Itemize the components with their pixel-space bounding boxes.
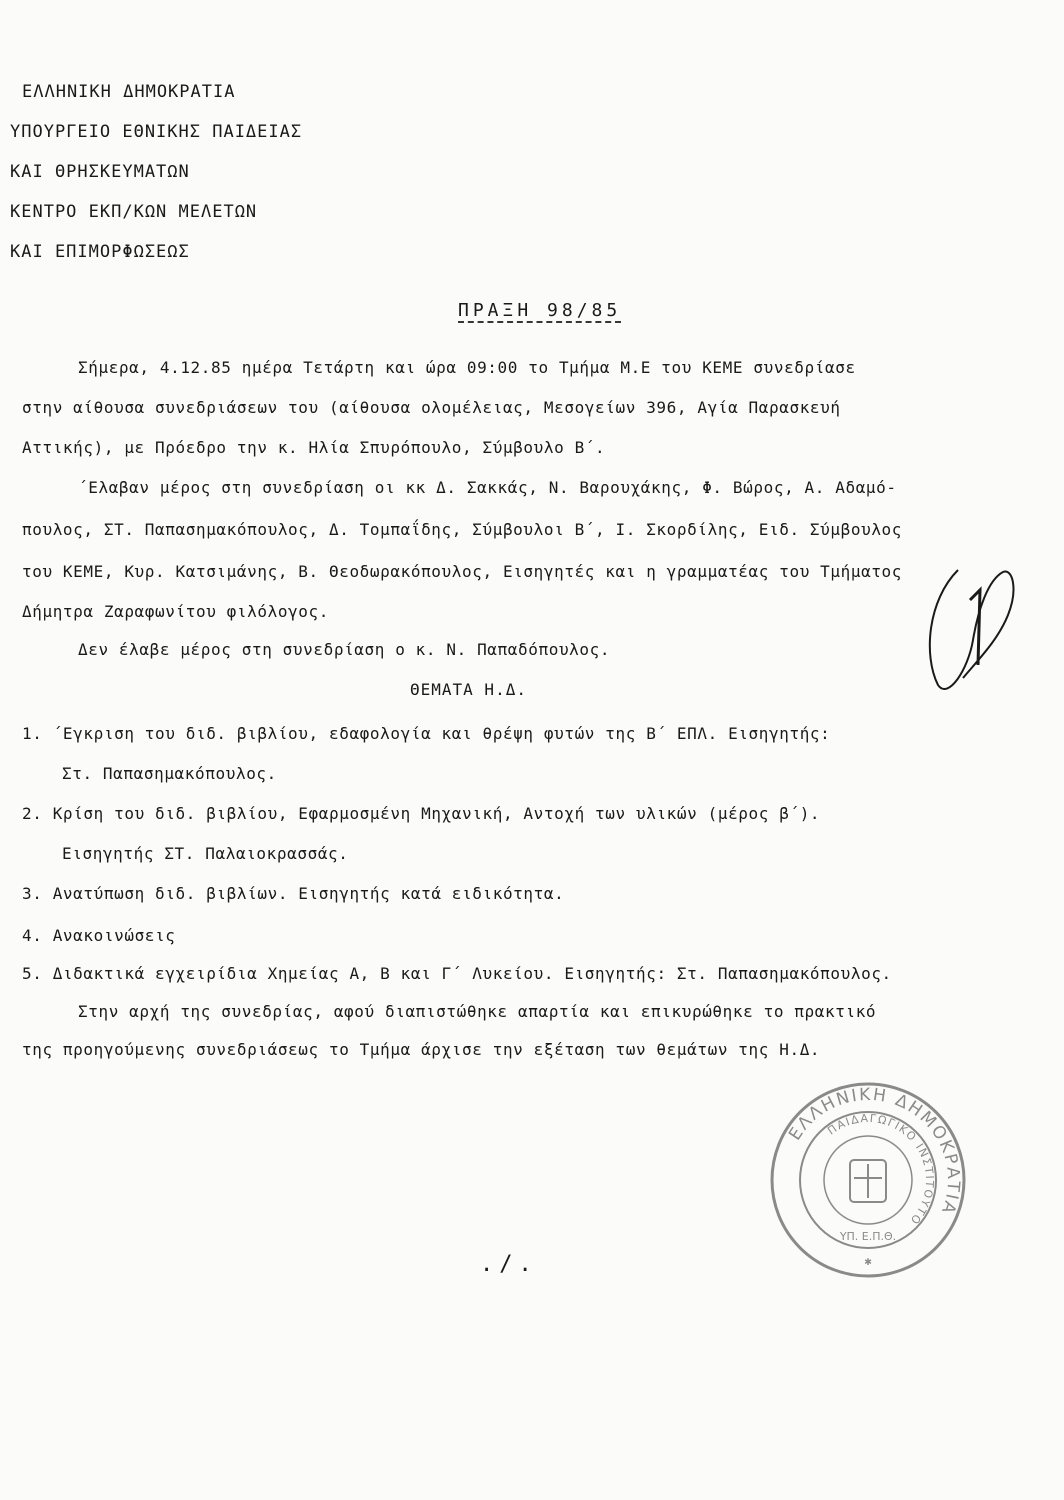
agenda-item-2-cont: Εισηγητής ΣΤ. Παλαιοκρασσάς.: [62, 844, 349, 863]
document-title: ΠΡΑΞΗ 98/85: [458, 300, 622, 321]
attendees-line-4: Δήμητρα Ζαραφωνίτου φιλόλογος.: [22, 602, 329, 621]
agenda-item-1: [22, 724, 830, 743]
attendees-line-1: ΄Ελαβαν μέρος στη συνεδρίαση οι κκ Δ. Σακκάς, Ν. Βαρουχάκης, Φ. Βώρος, Α. Αδαμό-: [78, 478, 897, 497]
intro-line-1: Σήμερα, 4.12.85 ημέρα Τετάρτη και ώρα 09:00 το Τμήμα Μ.Ε του ΚΕΜΕ συνεδρίασε: [78, 358, 856, 377]
continuation-mark: ./.: [480, 1252, 538, 1277]
official-seal-stamp: [768, 1080, 968, 1280]
intro-line-2: στην αίθουσα συνεδριάσεων του (αίθουσα ολομέλειας, Μεσογείων 396, Αγία Παρασκευή: [22, 398, 841, 417]
signature-mark: [918, 560, 1028, 700]
agenda-item-3: [22, 884, 564, 903]
seal-bottom-text: ΥΠ. Ε.Π.Θ.: [839, 1230, 897, 1243]
closing-line-2: της προηγούμενης συνεδριάσεως το Τμήμα άρχισε την εξέταση των θεμάτων της Η.Δ.: [22, 1040, 821, 1059]
agenda-title: ΘΕΜΑΤΑ Η.Δ.: [410, 680, 527, 699]
seal-outer-text: ΕΛΛΗΝΙΚΗ ΔΗΜΟΚΡΑΤΙΑ: [785, 1084, 964, 1218]
header-line-1: ΕΛΛΗΝΙΚΗ ΔΗΜΟΚΡΑΤΙΑ: [22, 82, 236, 102]
agenda-text: Διδακτικά εγχειρίδια Χημείας Α, Β και Γ΄ Λυκείου. Εισηγητής: Στ. Παπασημακόπουλος.: [52, 964, 892, 983]
absent-line: Δεν έλαβε μέρος στη συνεδρίαση ο κ. Ν. Παπαδόπουλος.: [78, 640, 611, 659]
agenda-number: 1.: [22, 724, 43, 743]
agenda-number: 2.: [22, 804, 43, 823]
attendees-line-2: πουλος, ΣΤ. Παπασημακόπουλος, Δ. Τομπαΐδης, Σύμβουλοι Β΄, Ι. Σκορδίλης, Ειδ. Σύμβουλος: [22, 520, 903, 539]
closing-line-1: Στην αρχή της συνεδρίας, αφού διαπιστώθηκε απαρτία και επικυρώθηκε το πρακτικό: [78, 1002, 877, 1021]
agenda-item-4: [22, 926, 176, 945]
agenda-text: Ανακοινώσεις: [52, 926, 176, 945]
header-line-4: ΚΕΝΤΡΟ ΕΚΠ/ΚΩΝ ΜΕΛΕΤΩΝ: [10, 202, 258, 222]
intro-line-3: Αττικής), με Πρόεδρο την κ. Ηλία Σπυρόπουλο, Σύμβουλο Β΄.: [22, 438, 606, 457]
agenda-number: 5.: [22, 964, 43, 983]
header-line-3: ΚΑΙ ΘΡΗΣΚΕΥΜΑΤΩΝ: [10, 162, 190, 182]
agenda-text: ΄Εγκριση του διδ. βιβλίου, εδαφολογία και θρέψη φυτών της Β΄ ΕΠΛ. Εισηγητής:: [52, 724, 831, 743]
agenda-item-2: [22, 804, 820, 823]
seal-star-icon: ✱: [864, 1254, 872, 1268]
seal-inner-text: ΠΑΙΔΑΓΩΓΙΚΟ ΙΝΣΤΙΤΟΥΤΟ: [825, 1111, 937, 1228]
agenda-number: 3.: [22, 884, 43, 903]
agenda-item-1-cont: Στ. Παπασημακόπουλος.: [62, 764, 277, 783]
agenda-text: Ανατύπωση διδ. βιβλίων. Εισηγητής κατά ειδικότητα.: [52, 884, 565, 903]
agenda-text: Κρίση του διδ. βιβλίου, Εφαρμοσμένη Μηχανική, Αντοχή των υλικών (μέρος β΄).: [52, 804, 821, 823]
header-line-5: ΚΑΙ ΕΠΙΜΟΡΦΩΣΕΩΣ: [10, 242, 190, 262]
agenda-number: 4.: [22, 926, 43, 945]
agenda-item-5: [22, 964, 892, 983]
header-line-2: ΥΠΟΥΡΓΕΙΟ ΕΘΝΙΚΗΣ ΠΑΙΔΕΙΑΣ: [10, 122, 303, 142]
attendees-line-3: του ΚΕΜΕ, Κυρ. Κατσιμάνης, Β. Θεοδωρακόπουλος, Εισηγητές και η γραμματέας του Τμήματος: [22, 562, 903, 581]
